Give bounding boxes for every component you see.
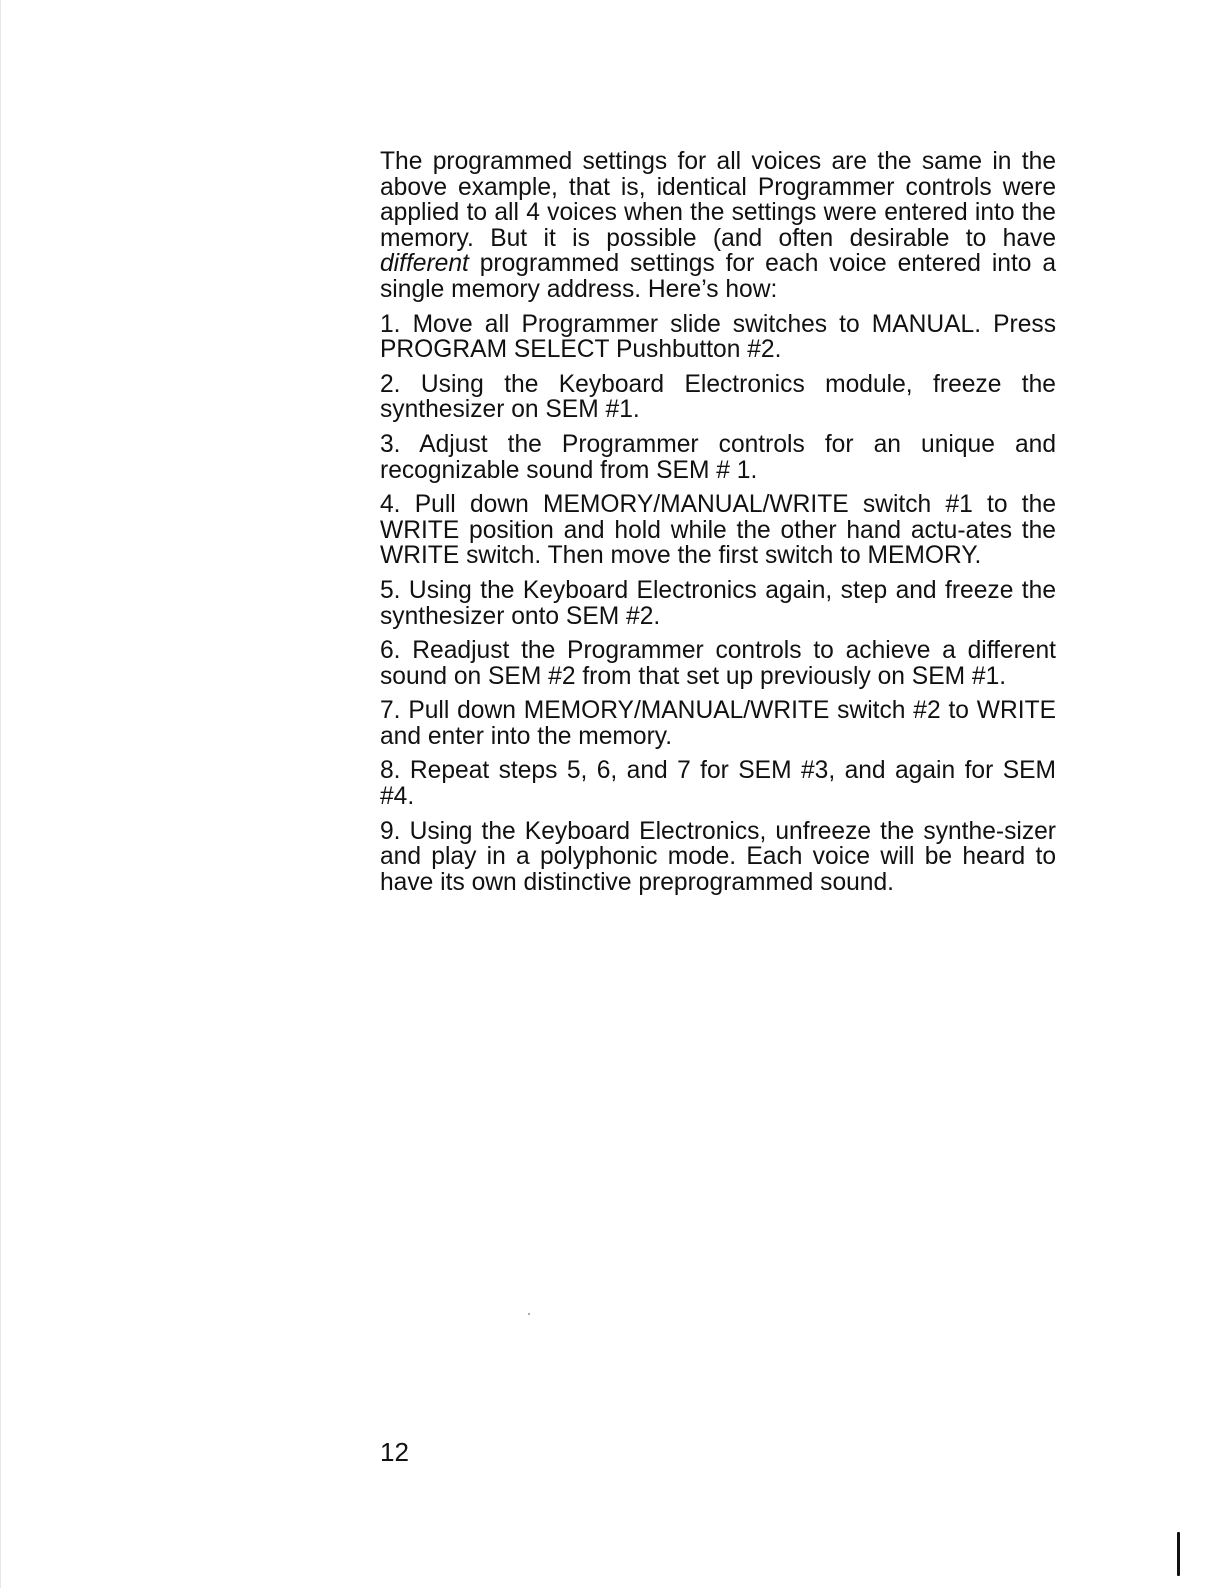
body-text	[380, 149, 1056, 904]
intro-text-start: The programmed settings for all voices are the same in the above example, that is, identical Programmer controls were applied to all 4 voices when the settings were entered into the memory. But it is possible (and often desirable to have	[380, 148, 1056, 252]
step-3: 3. Adjust the Programmer controls for an unique and recognizable sound from SEM # 1.	[380, 430, 1056, 484]
step-7: 7. Pull down MEMORY/MANUAL/WRITE switch #2 to WRITE and enter into the memory.	[380, 697, 1056, 750]
step-4: 4. Pull down MEMORY/MANUAL/WRITE switch #1 to the WRITE position and hold while the other hand actu-ates the WRITE switch. Then move the first switch to MEMORY.	[380, 491, 1056, 570]
step-9: 9. Using the Keyboard Electronics, unfreeze the synthe-sizer and play in a polyphonic mode. Each voice will be heard to have its own distinctive preprogrammed sound.	[380, 817, 1056, 896]
page-number: 12	[380, 1437, 409, 1467]
scan-mark	[1177, 1532, 1180, 1576]
step-2: 2. Using the Keyboard Electronics module, freeze the synthesizer on SEM #1.	[380, 370, 1056, 424]
step-8: 8. Repeat steps 5, 6, and 7 for SEM #3, and again for SEM #4.	[380, 757, 1056, 811]
intro-text-end: programmed settings for each voice entered into a single memory address. Here’s how:	[380, 250, 1056, 303]
step-5: 5. Using the Keyboard Electronics again, step and freeze the synthesizer onto SEM #2.	[380, 576, 1056, 630]
intro-paragraph	[380, 149, 1056, 303]
step-1: 1. Move all Programmer slide switches to MANUAL. Press PROGRAM SELECT Pushbutton #2.	[380, 310, 1056, 364]
step-6: 6. Readjust the Programmer controls to achieve a different sound on SEM #2 from that set up previously on SEM #1.	[380, 637, 1056, 690]
intro-emphasis: different	[380, 250, 469, 278]
scan-edge	[0, 0, 1, 1588]
scan-speck	[528, 1313, 530, 1315]
